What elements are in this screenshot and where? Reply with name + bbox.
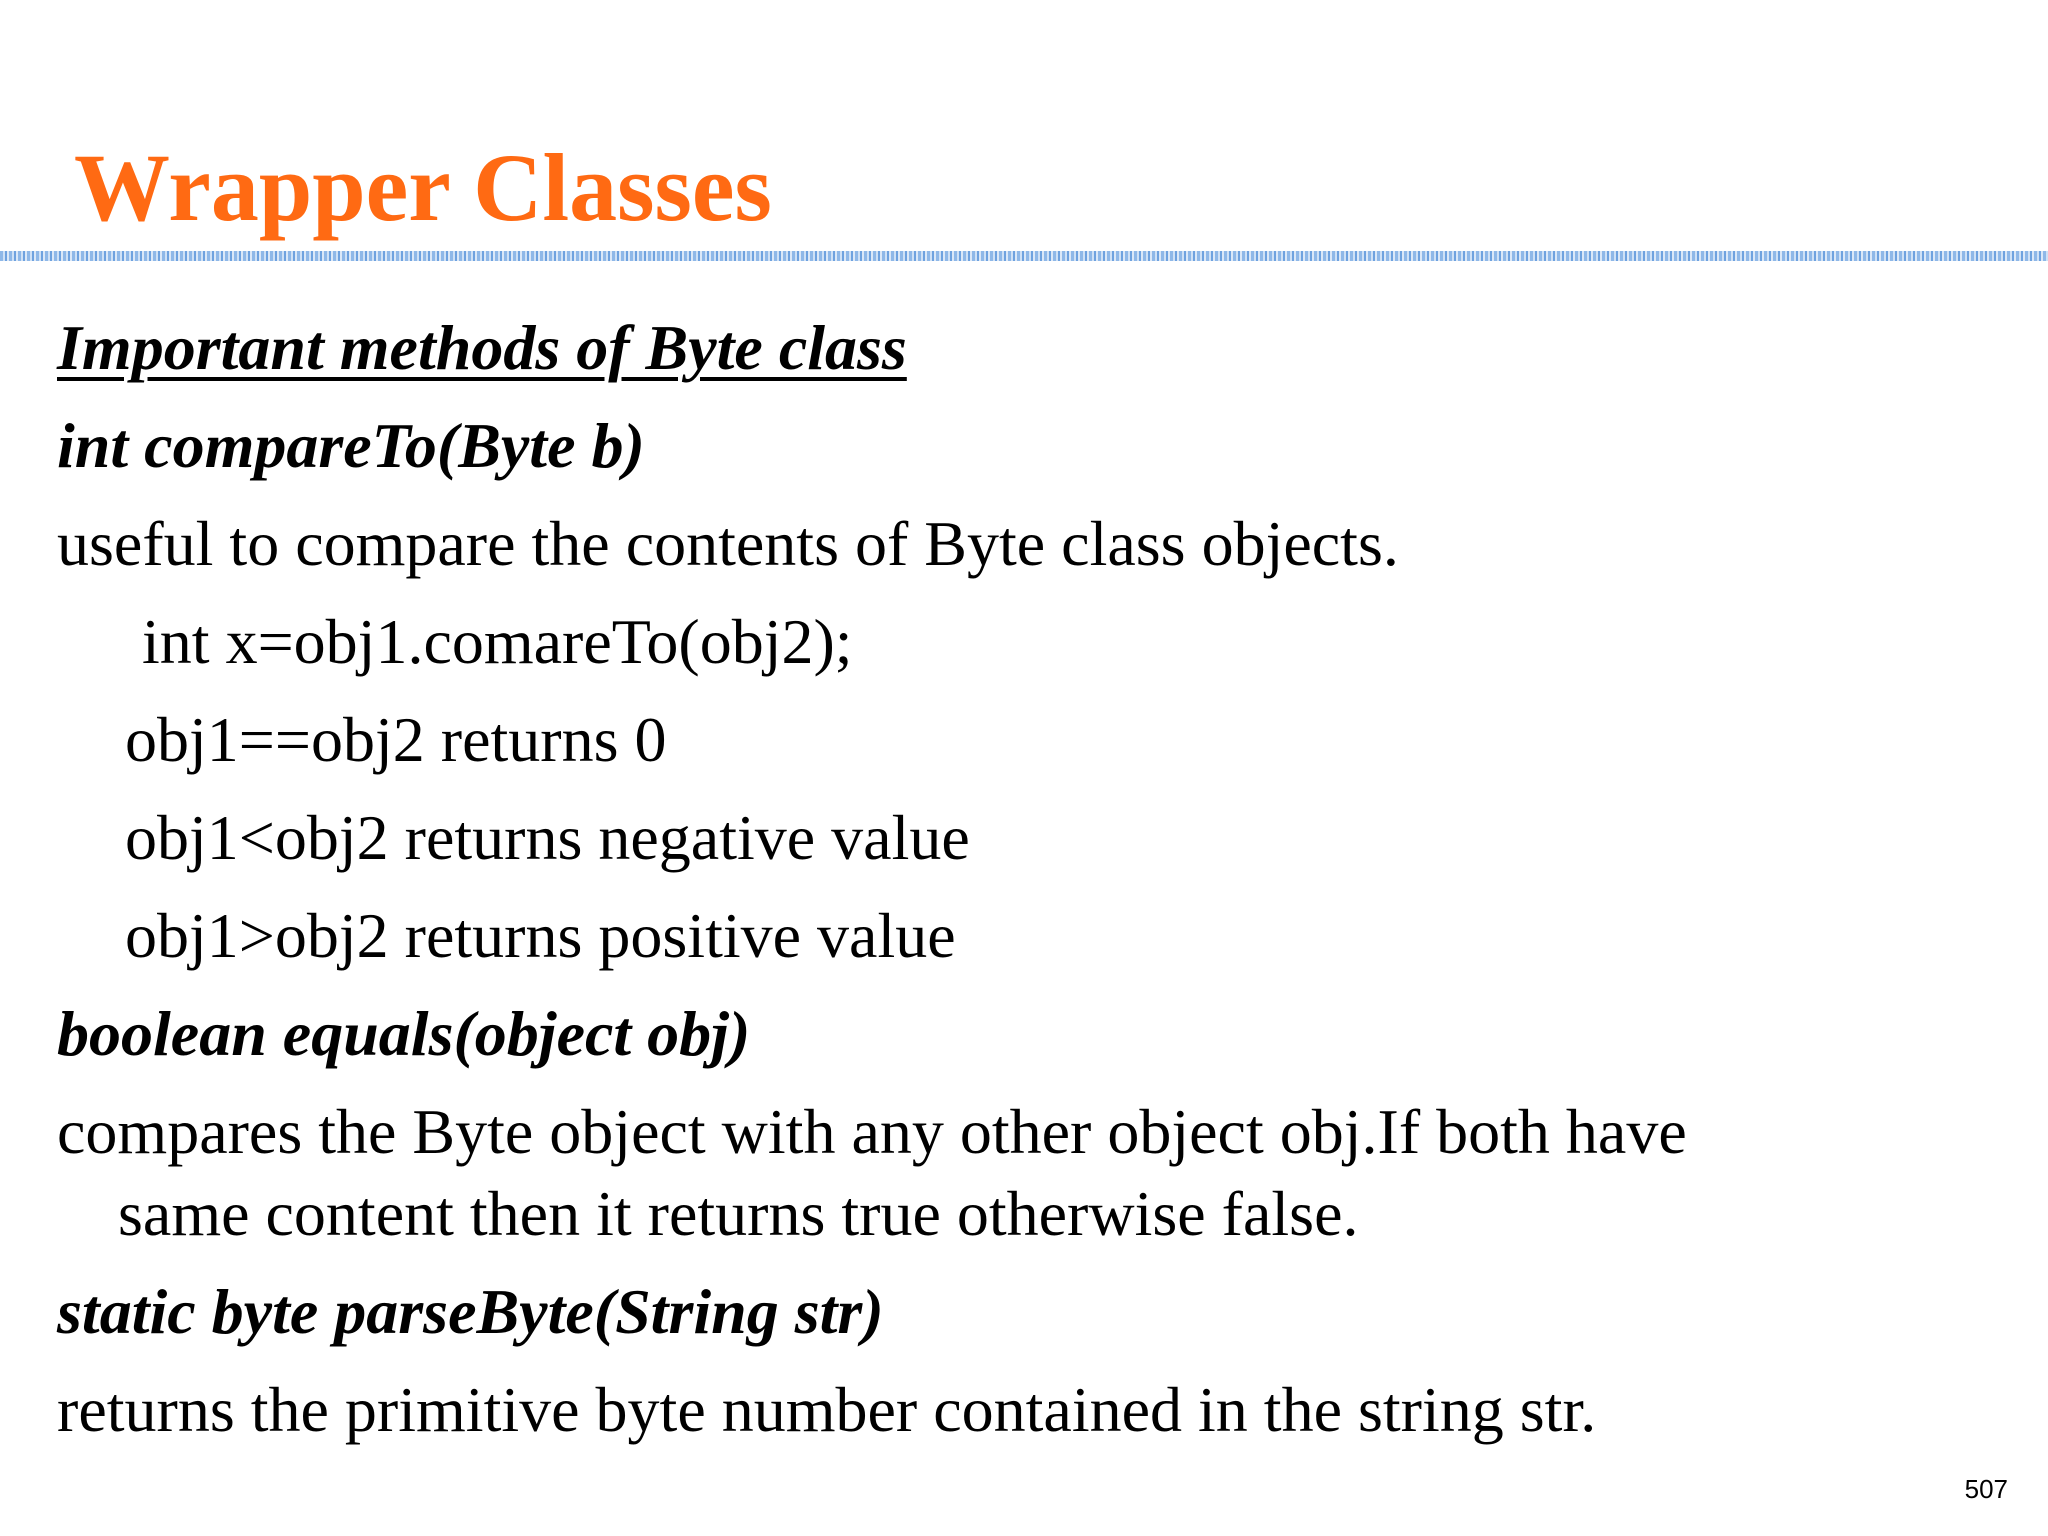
page-number: 507: [1964, 1474, 2008, 1504]
case-greater: obj1>obj2 returns positive value: [125, 900, 956, 971]
method-description-equals-line1: compares the Byte object with any other object obj.If both have: [57, 1096, 1687, 1167]
slide-title: Wrapper Classes: [74, 134, 772, 241]
method-signature-parsebyte: static byte parseByte(String str): [57, 1276, 884, 1347]
section-heading: Important methods of Byte class: [57, 312, 907, 383]
method-description-compareto: useful to compare the contents of Byte class objects.: [57, 508, 1399, 579]
code-example: int x=obj1.comareTo(obj2);: [142, 606, 853, 677]
method-signature-compareto: int compareTo(Byte b): [57, 410, 645, 481]
method-description-parsebyte: returns the primitive byte number contained in the string str.: [57, 1374, 1597, 1445]
method-description-equals-line2: same content then it returns true otherwise false.: [118, 1178, 1359, 1249]
method-signature-equals: boolean equals(object obj): [57, 998, 751, 1069]
case-equal: obj1==obj2 returns 0: [125, 704, 667, 775]
case-less: obj1<obj2 returns negative value: [125, 802, 970, 873]
